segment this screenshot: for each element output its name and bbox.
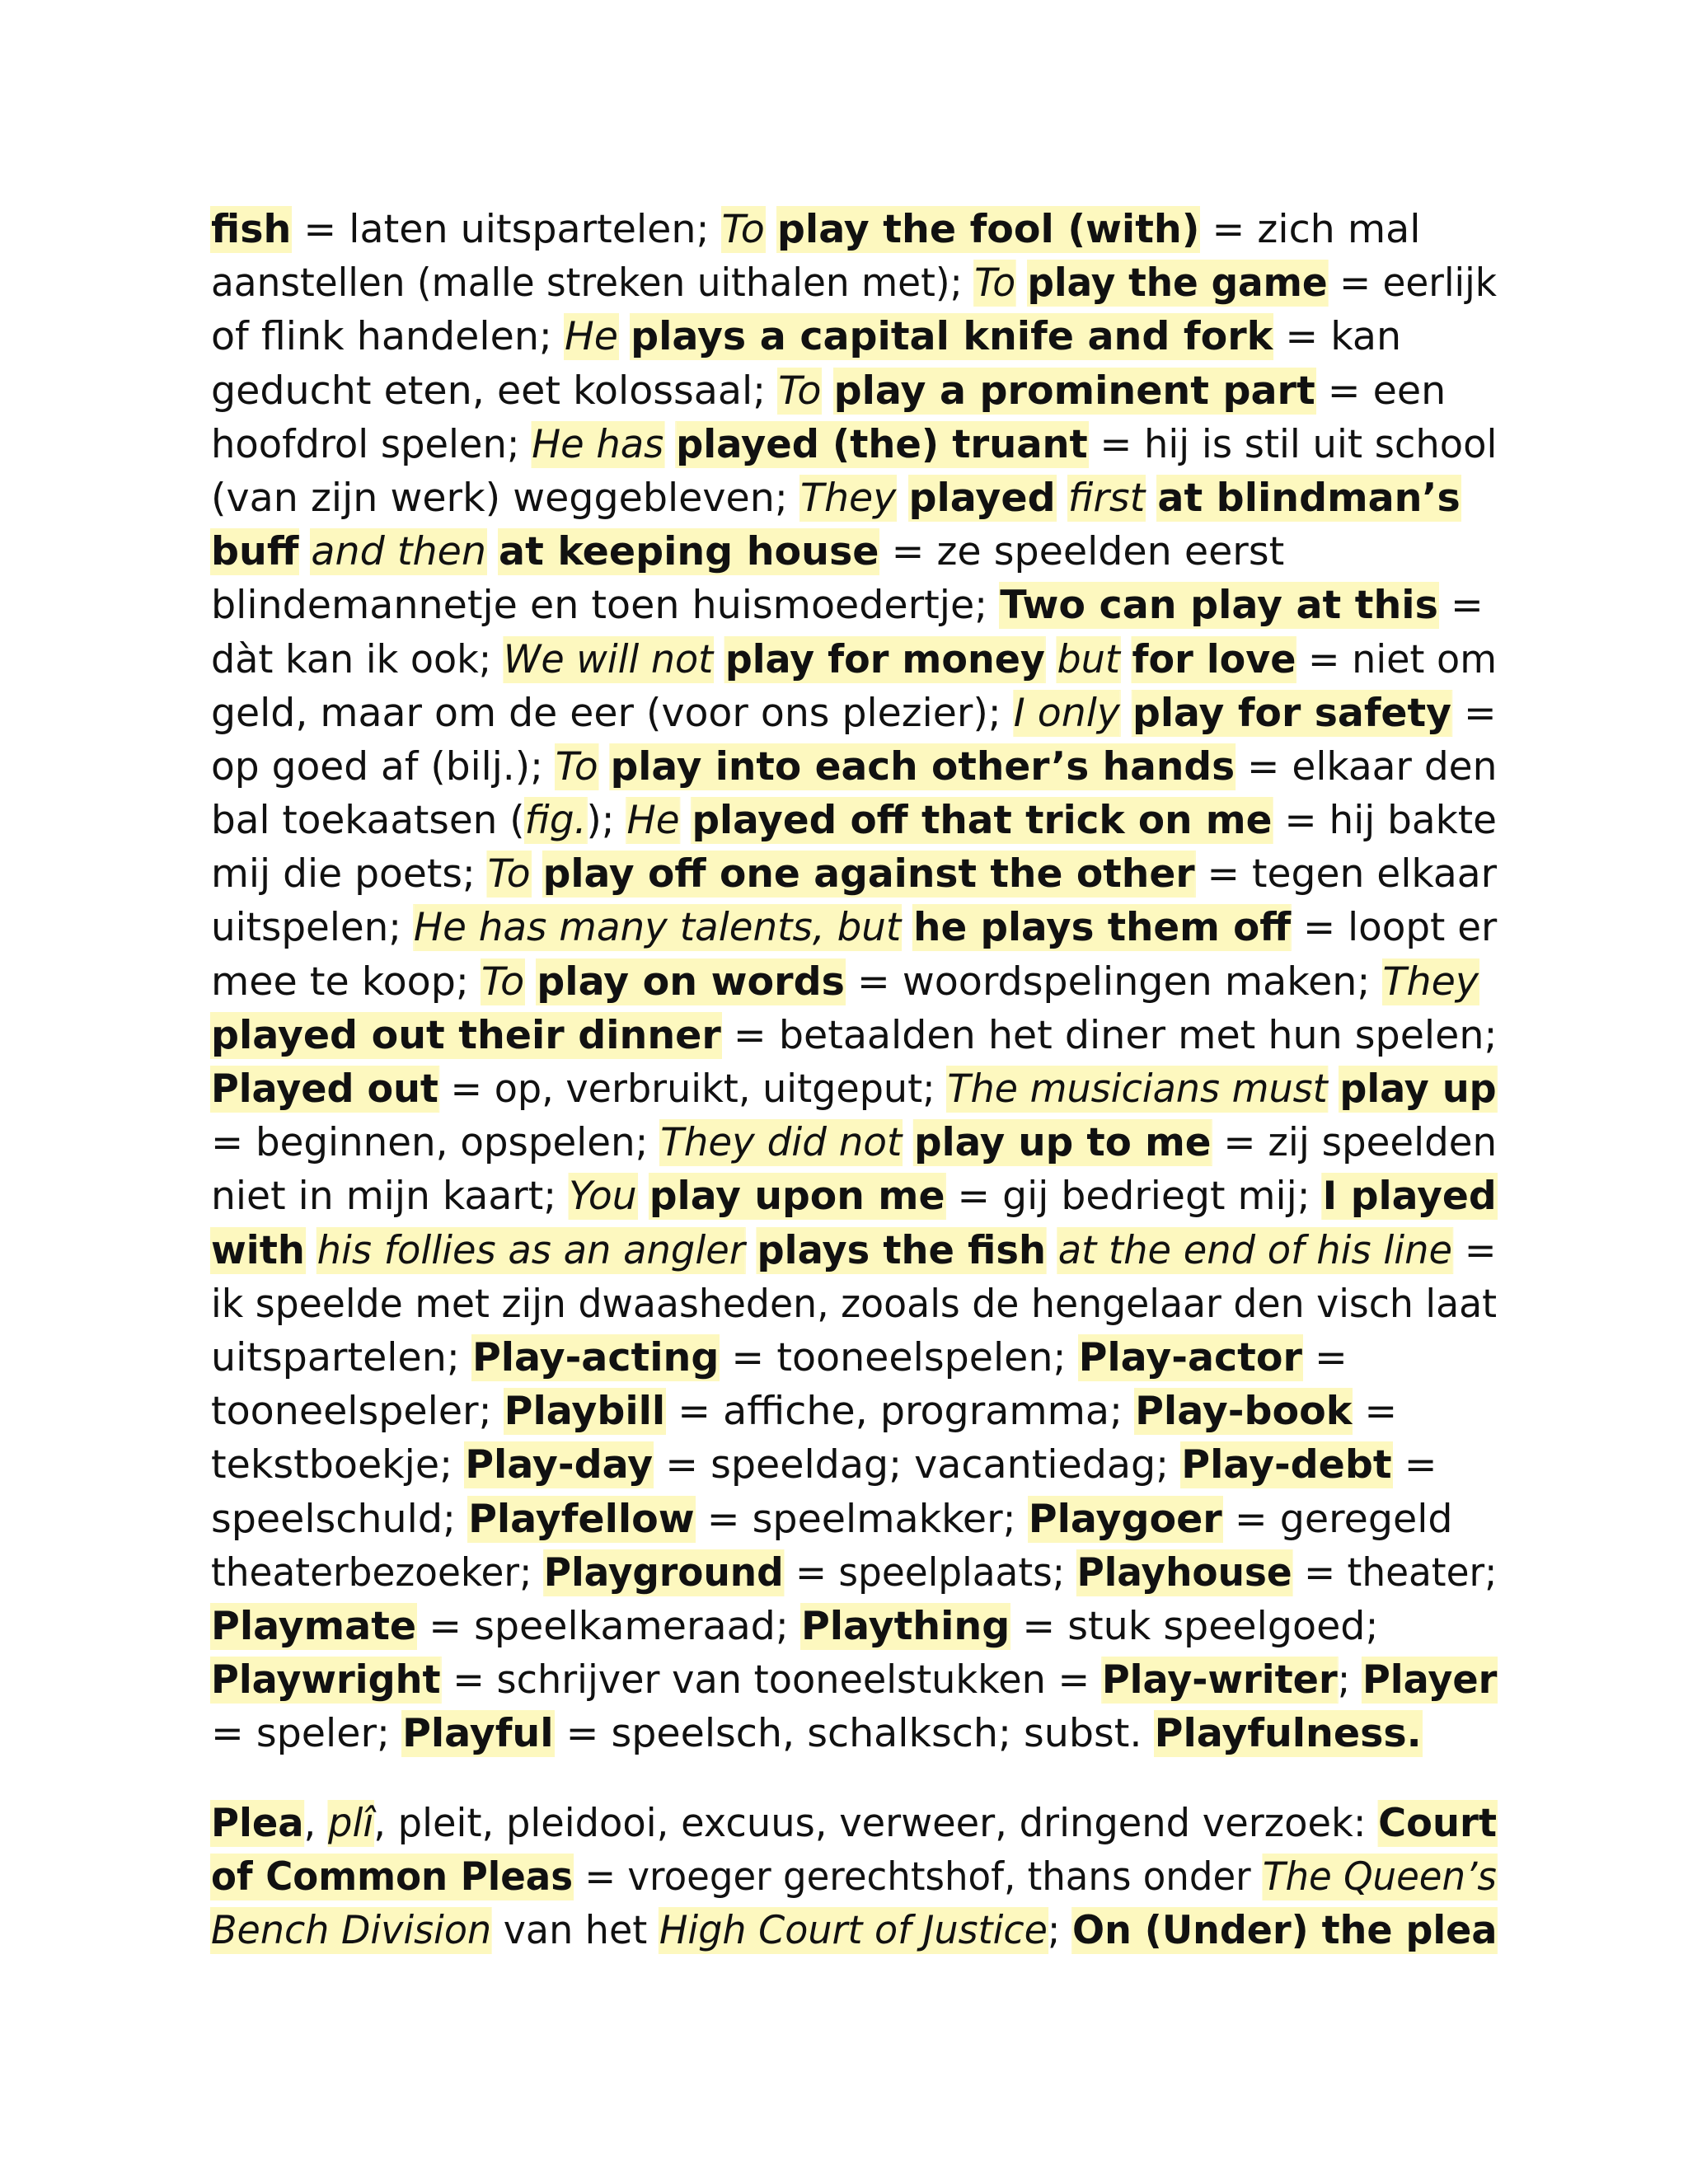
definition-text: , pleit, pleidooi, excuus, verweer, dringend verzoek: — [373, 1801, 1379, 1846]
text-line — [211, 579, 1497, 632]
headword-phrase: plays a capital knife and fork — [631, 314, 1273, 360]
headword-phrase: play the fool (with) — [776, 207, 1200, 252]
text-line — [211, 1546, 1498, 1600]
definition-text — [524, 959, 537, 1005]
definition-text — [896, 476, 908, 521]
definition-text: = elkaar den — [1235, 743, 1498, 790]
definition-text: = zich mal — [1199, 207, 1421, 252]
definition-text: aanstellen (malle streken uithalen met); — [211, 260, 975, 307]
definition-text — [713, 637, 725, 682]
definition-text: = woordspelingen maken; — [844, 958, 1383, 1005]
definition-text — [1056, 476, 1068, 521]
entry-plea — [211, 1797, 1497, 1958]
definition-text: van het — [491, 1908, 659, 1954]
headword-phrase: Play-acting — [471, 1334, 720, 1380]
definition-text: of flink handelen; — [211, 314, 565, 360]
definition-text: = — [1301, 1334, 1348, 1380]
example-italic: He — [626, 798, 680, 844]
definition-text: hoofdrol spelen; — [211, 421, 532, 467]
headword-phrase: play off one against the other — [542, 851, 1195, 898]
text-line — [211, 687, 1497, 740]
example-italic: plî — [328, 1801, 374, 1846]
example-italic: The musicians must — [947, 1066, 1328, 1112]
example-italic: but — [1057, 636, 1120, 682]
definition-text: = speelkameraad; — [416, 1603, 801, 1649]
headword-phrase: Playgoer — [1028, 1496, 1222, 1542]
definition-text — [680, 798, 692, 843]
definition-text: = schrijver van tooneelstukken = — [440, 1657, 1102, 1704]
definition-text: ; — [1047, 1908, 1073, 1954]
headword-phrase: Player — [1362, 1657, 1498, 1704]
example-italic: He has — [532, 421, 664, 467]
headword-phrase: buff — [211, 529, 299, 575]
text-line — [211, 1653, 1498, 1707]
definition-text: mij die poets; — [211, 851, 488, 898]
text-line — [211, 1850, 1497, 1904]
definition-text: niet in mijn kaart; — [211, 1174, 570, 1220]
headword-phrase: Playfellow — [468, 1496, 695, 1542]
example-italic: first — [1067, 475, 1146, 521]
example-italic: To — [721, 207, 765, 252]
definition-text: uitspelen; — [211, 905, 414, 951]
headword-phrase: with — [211, 1227, 305, 1273]
definition-text: = tegen elkaar — [1194, 851, 1498, 898]
definition-text: = speler; — [211, 1711, 403, 1757]
definition-text — [486, 529, 499, 574]
definition-text — [531, 851, 543, 897]
definition-text: tooneelspeler; — [211, 1389, 504, 1435]
definition-text — [901, 905, 913, 950]
headword-phrase: played off that trick on me — [692, 798, 1273, 844]
headword-phrase: play into each other’s hands — [610, 743, 1236, 790]
definition-text: = — [1391, 1442, 1437, 1488]
example-italic: To — [487, 851, 531, 898]
example-italic: They did not — [660, 1120, 903, 1166]
definition-text: = tooneelspelen; — [719, 1334, 1079, 1380]
headword-phrase: played (the) truant — [676, 421, 1088, 467]
text-line — [211, 310, 1497, 363]
definition-text: = — [1437, 583, 1484, 629]
definition-text: = eerlijk — [1327, 260, 1498, 307]
definition-text: tekstboekje; — [211, 1442, 466, 1488]
headword-phrase: he plays them off — [913, 905, 1292, 951]
text-line — [211, 1385, 1497, 1438]
text-line — [211, 471, 1497, 525]
headword-phrase: Play-writer — [1101, 1657, 1338, 1704]
definition-text: = zij speelden — [1211, 1120, 1498, 1166]
example-italic: He — [565, 314, 618, 360]
example-italic: fig. — [524, 798, 587, 844]
definition-text — [618, 314, 631, 359]
headword-phrase: Playmate — [211, 1603, 417, 1649]
headword-phrase: On (Under) the plea — [1072, 1908, 1498, 1954]
definition-text: = betaalden het diner met hun spelen; — [720, 1012, 1498, 1058]
definition-text: = een — [1315, 368, 1447, 414]
headword-phrase: Play-day — [465, 1442, 654, 1488]
definition-text: = speeldag; vacantiedag; — [653, 1442, 1182, 1488]
definition-text: ); — [586, 798, 627, 844]
definition-text: = affiche, programma; — [665, 1389, 1136, 1435]
definition-text: = stuk speelgoed; — [1010, 1603, 1379, 1649]
definition-text: = speelmakker; — [694, 1496, 1029, 1542]
definition-text: = speelplaats; — [783, 1549, 1077, 1596]
example-italic: They — [1382, 958, 1479, 1005]
definition-text: = vroeger gerechtshof, thans onder — [573, 1854, 1263, 1900]
definition-text: = hij bakte — [1272, 798, 1497, 844]
headword-phrase: Play-actor — [1078, 1334, 1302, 1380]
headword-phrase: Play-debt — [1181, 1442, 1392, 1488]
definition-text — [305, 1228, 317, 1273]
text-line — [211, 794, 1497, 847]
headword-phrase: play up — [1339, 1066, 1497, 1112]
text-line — [211, 955, 1497, 1009]
headword-phrase: Two can play at this — [1000, 583, 1438, 629]
definition-text: = ze speelden eerst — [879, 529, 1285, 575]
headword-phrase: Playwright — [211, 1657, 441, 1704]
text-line — [211, 1169, 1497, 1223]
example-italic: High Court of Justice — [659, 1908, 1048, 1954]
text-line — [211, 847, 1498, 901]
definition-text — [1145, 476, 1157, 521]
definition-text: (van zijn werk) weggebleven; — [211, 475, 800, 521]
definition-text: ik speelde met zijn dwaasheden, zooals de hengelaar den visch laat — [211, 1281, 1498, 1327]
definition-text: = kan — [1273, 314, 1402, 360]
definition-text — [1328, 1066, 1340, 1112]
headword-phrase: Court — [1378, 1801, 1498, 1846]
headword-phrase: Playfulness. — [1154, 1711, 1422, 1757]
headword-phrase: for love — [1132, 636, 1296, 682]
definition-text — [1046, 1228, 1058, 1273]
definition-text: blindemannetje en toen huismoedertje; — [211, 583, 1001, 629]
headword-phrase: I played — [1322, 1174, 1497, 1220]
definition-text: = — [1451, 1227, 1497, 1273]
definition-text: = op, verbruikt, uitgeput; — [438, 1066, 948, 1112]
definition-text: ; — [1337, 1657, 1362, 1704]
text-line — [211, 418, 1498, 471]
headword-phrase: Playhouse — [1076, 1549, 1292, 1596]
headword-phrase: at blindman’s — [1157, 475, 1461, 521]
entry-play-continued — [211, 203, 1497, 1760]
text-line — [211, 633, 1498, 687]
text-line — [211, 740, 1498, 794]
text-line — [211, 1062, 1497, 1116]
text-line — [211, 1600, 1497, 1653]
definition-text: = niet om — [1296, 636, 1498, 682]
definition-text — [637, 1174, 649, 1219]
headword-phrase: plays the fish — [757, 1227, 1046, 1273]
definition-text: dàt kan ik ook; — [211, 636, 504, 682]
definition-text — [1120, 637, 1132, 682]
definition-text: = — [1451, 690, 1497, 736]
text-line — [211, 525, 1497, 579]
example-italic: his follies as an angler — [316, 1227, 745, 1273]
definition-text: op goed af (bilj.); — [211, 743, 556, 790]
example-italic: at the end of his line — [1057, 1227, 1452, 1273]
definition-text: = geregeld — [1221, 1496, 1453, 1542]
headword-phrase: Played out — [211, 1066, 438, 1112]
definition-text — [765, 207, 777, 252]
headword-phrase: played out their dinner — [211, 1012, 721, 1058]
definition-text: = theater; — [1292, 1549, 1498, 1596]
example-italic: and then — [311, 529, 486, 575]
example-italic: They — [799, 475, 897, 521]
example-italic: He has many talents, but — [413, 905, 902, 951]
headword-phrase: Play-book — [1135, 1389, 1353, 1435]
definition-text: = hij is stil uit school — [1087, 421, 1498, 467]
headword-phrase: Playbill — [504, 1389, 666, 1435]
definition-text — [745, 1228, 757, 1273]
headword-phrase: fish — [211, 207, 292, 252]
text-line — [211, 1707, 1497, 1760]
text-line — [211, 1331, 1497, 1385]
definition-text — [821, 368, 833, 414]
headword-phrase: Plea — [211, 1801, 304, 1846]
definition-text: theaterbezoeker; — [211, 1549, 544, 1596]
definition-text — [1120, 691, 1132, 736]
headword-phrase: play on words — [537, 958, 845, 1005]
definition-text: geld, maar om de eer (voor ons plezier); — [211, 690, 1014, 736]
example-italic: To — [481, 958, 525, 1005]
text-line — [211, 256, 1498, 310]
example-italic: We will not — [503, 636, 714, 682]
headword-phrase: play the game — [1027, 260, 1328, 307]
headword-phrase: at keeping house — [499, 529, 879, 575]
text-line — [211, 1797, 1498, 1850]
text-line — [211, 203, 1497, 256]
definition-text: = — [1352, 1389, 1398, 1435]
headword-phrase: played — [908, 475, 1056, 521]
headword-phrase: Playground — [543, 1549, 784, 1596]
definition-text — [298, 529, 311, 574]
text-line — [211, 1116, 1498, 1169]
definition-text — [663, 422, 676, 467]
headword-phrase: Plaything — [800, 1603, 1010, 1649]
text-line — [211, 1904, 1498, 1957]
example-italic: Bench Division — [211, 1908, 492, 1954]
example-italic: I only — [1013, 690, 1120, 736]
definition-text: , — [303, 1801, 329, 1846]
headword-phrase: play a prominent part — [833, 368, 1315, 414]
headword-phrase: play for money — [724, 636, 1045, 682]
headword-phrase: Playful — [402, 1711, 554, 1757]
text-line — [211, 1224, 1497, 1277]
definition-text: = loopt er — [1291, 905, 1498, 951]
text-line — [211, 1277, 1498, 1331]
example-italic: To — [555, 743, 598, 790]
headword-phrase: play up to me — [914, 1120, 1212, 1166]
definition-text — [598, 744, 611, 790]
definition-text: = gij bedriegt mij; — [945, 1174, 1323, 1220]
text-line — [211, 1438, 1497, 1492]
headword-phrase: play for safety — [1132, 690, 1451, 736]
definition-text: uitspartelen; — [211, 1334, 472, 1380]
example-italic: To — [778, 368, 822, 414]
definition-text — [1015, 260, 1027, 306]
definition-text: = speelsch, schalksch; subst. — [553, 1711, 1155, 1757]
definition-text: = beginnen, opspelen; — [211, 1120, 661, 1166]
definition-text — [902, 1120, 914, 1165]
example-italic: The Queen’s — [1262, 1854, 1497, 1900]
definition-text: geducht eten, eet kolossaal; — [211, 368, 779, 414]
text-line — [211, 1493, 1497, 1546]
definition-text — [1045, 637, 1057, 682]
example-italic: To — [974, 260, 1016, 307]
text-line — [211, 1009, 1497, 1062]
definition-text: speelschuld; — [211, 1496, 469, 1542]
definition-text: mee te koop; — [211, 958, 481, 1005]
text-line — [211, 364, 1497, 418]
text-line — [211, 901, 1498, 954]
headword-phrase: play upon me — [649, 1174, 945, 1220]
definition-text: bal toekaatsen ( — [211, 798, 525, 844]
example-italic: You — [569, 1174, 637, 1220]
definition-text: = laten uitspartelen; — [291, 207, 722, 252]
headword-phrase: of Common Pleas — [211, 1854, 574, 1900]
